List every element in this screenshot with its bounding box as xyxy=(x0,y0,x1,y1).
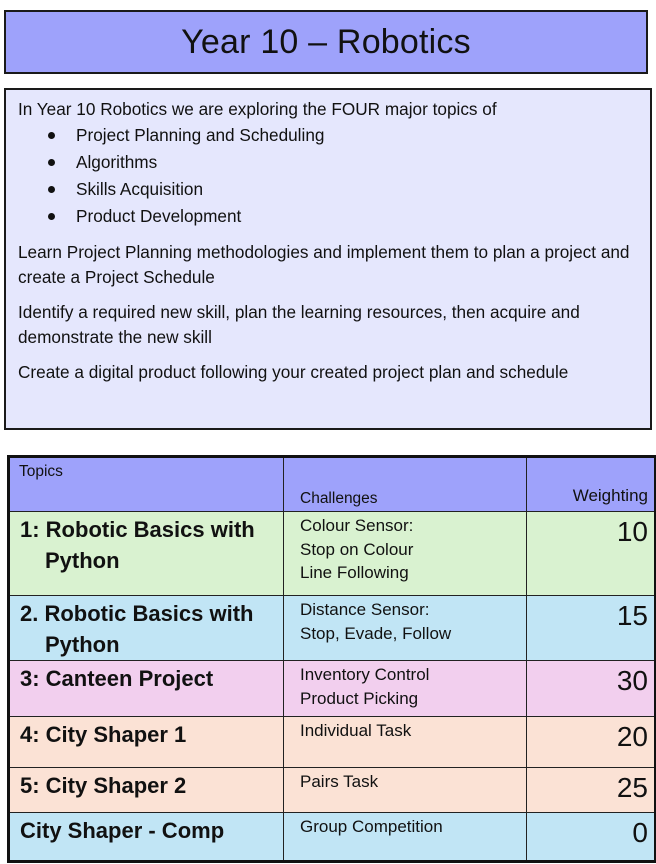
challenge-line: Line Following xyxy=(300,563,409,582)
weighting-cell: 0 xyxy=(527,813,656,862)
topics-bullet-list xyxy=(18,122,638,230)
topics-table xyxy=(7,455,656,863)
table-row xyxy=(9,768,656,813)
paragraph-product: Create a digital product following your created project plan and schedule xyxy=(18,362,569,382)
challenge-line: Inventory Control xyxy=(300,665,430,684)
topic-cell xyxy=(9,596,284,661)
topic-title: 1: Robotic Basics with xyxy=(20,517,255,542)
bullet-item xyxy=(18,203,638,230)
bullet-text: Skills Acquisition xyxy=(76,179,204,199)
weighting-cell: 25 xyxy=(527,768,656,813)
table-row xyxy=(9,596,656,661)
header-challenges: Challenges xyxy=(284,457,527,512)
bullet-text: Product Development xyxy=(76,206,242,226)
topic-cell xyxy=(9,717,284,768)
topic-title-cont: Python xyxy=(45,632,120,657)
topic-title: 4: City Shaper 1 xyxy=(20,722,187,747)
header-weighting: Weighting xyxy=(527,457,656,512)
weighting-cell: 15 xyxy=(527,596,656,661)
bullet-dot-icon xyxy=(48,132,55,139)
title-banner xyxy=(4,10,648,74)
topic-cell xyxy=(9,512,284,596)
table-header-row xyxy=(9,457,656,512)
paragraph-skills: Identify a required new skill, plan the learning resources, then acquire and demonstrate the new skill xyxy=(18,302,580,347)
intro-panel xyxy=(4,88,652,430)
table-row xyxy=(9,512,656,596)
challenge-line: Product Picking xyxy=(300,688,419,708)
topic-cell xyxy=(9,661,284,717)
challenge-cell xyxy=(284,661,527,717)
bullet-dot-icon xyxy=(48,159,55,166)
table-row xyxy=(9,717,656,768)
challenge-cell xyxy=(284,813,527,862)
weighting-cell: 10 xyxy=(527,512,656,596)
bullet-item xyxy=(18,122,638,149)
topic-title: 2. Robotic Basics with xyxy=(20,601,254,626)
challenge-cell xyxy=(284,717,527,768)
header-topics: Topics xyxy=(9,457,284,512)
paragraph-planning: Learn Project Planning methodologies and implement them to plan a project and create a Project Schedule xyxy=(18,242,630,287)
bullet-text: Project Planning and Scheduling xyxy=(76,125,325,145)
intro-lead: In Year 10 Robotics we are exploring the FOUR major topics of xyxy=(18,99,497,119)
challenge-line: Pairs Task xyxy=(300,772,379,791)
topic-title: City Shaper - Comp xyxy=(20,818,225,843)
bullet-dot-icon xyxy=(48,213,55,220)
topic-title: 3: Canteen Project xyxy=(20,666,214,691)
challenge-line: Group Competition xyxy=(300,817,443,836)
bullet-text: Algorithms xyxy=(76,152,158,172)
topic-cell xyxy=(9,768,284,813)
challenge-cell xyxy=(284,512,527,596)
topic-cell xyxy=(9,813,284,862)
table-row xyxy=(9,813,656,862)
challenge-line: Colour Sensor: xyxy=(300,516,414,535)
bullet-dot-icon xyxy=(48,186,55,193)
weighting-cell: 20 xyxy=(527,717,656,768)
page-title: Year 10 – Robotics xyxy=(181,22,471,61)
challenge-cell xyxy=(284,596,527,661)
topic-title-cont: Python xyxy=(45,548,120,573)
challenge-line: Individual Task xyxy=(300,721,412,740)
table-row xyxy=(9,661,656,717)
bullet-item xyxy=(18,176,638,203)
weighting-cell: 30 xyxy=(527,661,656,717)
challenge-line: Distance Sensor: xyxy=(300,600,430,619)
topic-title: 5: City Shaper 2 xyxy=(20,773,187,798)
challenge-cell xyxy=(284,768,527,813)
challenge-line: Stop, Evade, Follow xyxy=(300,623,452,643)
challenge-line: Stop on Colour xyxy=(300,539,414,559)
bullet-item xyxy=(18,149,638,176)
